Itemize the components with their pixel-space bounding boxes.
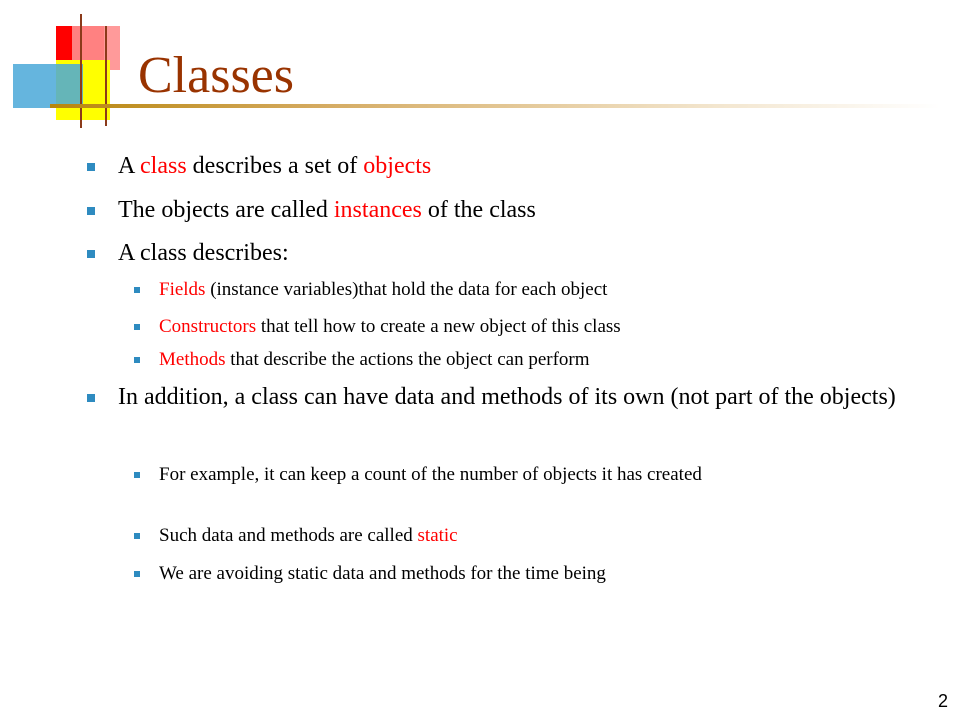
logo-vertical-line-2 bbox=[105, 26, 107, 126]
bullet-highlight: Constructors bbox=[159, 316, 257, 337]
square-bullet-icon bbox=[87, 207, 95, 215]
page-number: 2 bbox=[937, 691, 948, 711]
logo-vertical-line bbox=[80, 14, 82, 128]
bullet-highlight: objects bbox=[363, 153, 432, 179]
bullet-item bbox=[118, 383, 898, 412]
bullet-highlight: instances bbox=[333, 197, 422, 223]
bullet-item bbox=[118, 196, 898, 225]
slide-title: Classes bbox=[138, 47, 294, 104]
square-bullet-icon bbox=[134, 533, 140, 539]
bullet-highlight: class bbox=[140, 153, 187, 179]
square-bullet-icon bbox=[87, 394, 95, 402]
bullet-text: (instance variables)that hold the data for each object bbox=[205, 279, 608, 300]
bullet-text: A bbox=[118, 153, 141, 179]
bullet-item bbox=[118, 239, 898, 268]
bullet-text: of the class bbox=[421, 197, 536, 223]
bullet-text: Such data and methods are called bbox=[159, 525, 418, 546]
square-bullet-icon bbox=[134, 472, 140, 478]
square-bullet-icon bbox=[87, 250, 95, 258]
bullet-item bbox=[118, 152, 898, 181]
square-bullet-icon bbox=[134, 357, 140, 363]
logo-blue-square bbox=[13, 64, 83, 108]
bullet-text: For example, it can keep a count of the number of objects it has created bbox=[159, 464, 702, 485]
square-bullet-icon bbox=[87, 163, 95, 171]
bullet-highlight: Fields bbox=[159, 279, 206, 300]
bullet-highlight: static bbox=[417, 525, 458, 546]
bullet-text: We are avoiding static data and methods for the time being bbox=[159, 563, 606, 584]
bullet-text: that tell how to create a new object of this class bbox=[256, 316, 621, 337]
square-bullet-icon bbox=[134, 571, 140, 577]
sub-bullet-item bbox=[159, 562, 889, 585]
bullet-text: In addition, a class can have data and methods of its own (not part of the objects) bbox=[118, 384, 896, 410]
bullet-text: The objects are called bbox=[118, 197, 334, 223]
bullet-text: that describe the actions the object can perform bbox=[225, 349, 590, 370]
square-bullet-icon bbox=[134, 287, 140, 293]
bullet-text: A class describes: bbox=[118, 240, 289, 266]
bullet-highlight: Methods bbox=[159, 349, 226, 370]
bullet-text: describes a set of bbox=[186, 153, 364, 179]
sub-bullet-item bbox=[159, 348, 889, 371]
sub-bullet-item bbox=[159, 315, 889, 338]
square-bullet-icon bbox=[134, 324, 140, 330]
sub-bullet-item bbox=[159, 278, 889, 301]
sub-bullet-item bbox=[159, 524, 889, 547]
sub-bullet-item bbox=[159, 463, 889, 486]
